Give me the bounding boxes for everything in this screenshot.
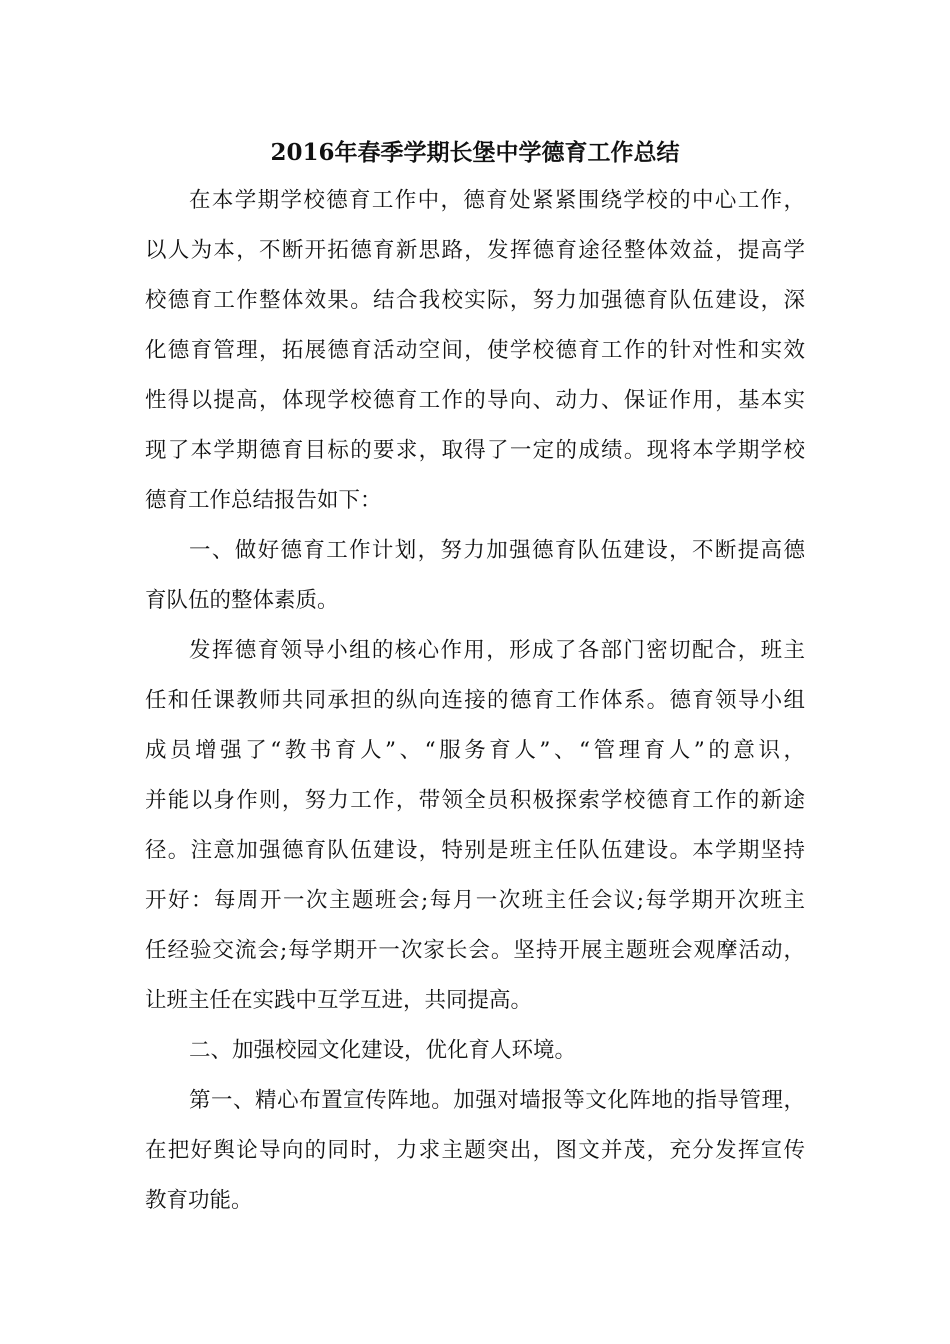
text-line: 现了本学期德育目标的要求，取得了一定的成绩。现将本学期学校 <box>145 438 805 463</box>
text-line: 第一、精心布置宣传阵地。加强对墙报等文化阵地的指导管理， <box>189 1088 805 1113</box>
text-line: 任和任课教师共同承担的纵向连接的德育工作体系。德育领导小组 <box>145 688 805 713</box>
text-line: 以人为本，不断开拓德育新思路，发挥德育途径整体效益，提高学 <box>145 238 805 263</box>
text-line: 校德育工作整体效果。结合我校实际，努力加强德育队伍建设，深 <box>145 288 805 313</box>
text-line: 在本学期学校德育工作中，德育处紧紧围绕学校的中心工作， <box>189 188 805 213</box>
text-line: 化德育管理，拓展德育活动空间，使学校德育工作的针对性和实效 <box>145 338 805 363</box>
text-line: 径。注意加强德育队伍建设，特别是班主任队伍建设。本学期坚持 <box>145 838 805 863</box>
section-heading-line: 一、做好德育工作计划，努力加强德育队伍建设，不断提高德 <box>189 538 805 563</box>
text-line: 教育功能。 <box>145 1188 253 1213</box>
text-line: 并能以身作则，努力工作，带领全员积极探索学校德育工作的新途 <box>145 788 805 813</box>
section-heading-line: 二、加强校园文化建设，优化育人环境。 <box>189 1038 577 1063</box>
text-line: 任经验交流会;每学期开一次家长会。坚持开展主题班会观摩活动， <box>145 938 805 963</box>
text-line: 德育工作总结报告如下： <box>145 488 382 513</box>
text-line: 成员增强了“教书育人”、“服务育人”、“管理育人”的意识， <box>145 738 805 763</box>
text-line: 发挥德育领导小组的核心作用，形成了各部门密切配合，班主 <box>189 638 805 663</box>
text-line: 开好：每周开一次主题班会;每月一次班主任会议;每学期开次班主 <box>145 888 805 913</box>
text-line: 性得以提高，体现学校德育工作的导向、动力、保证作用，基本实 <box>145 388 805 413</box>
text-line: 在把好舆论导向的同时，力求主题突出，图文并茂，充分发挥宣传 <box>145 1138 805 1163</box>
text-line: 让班主任在实践中互学互进，共同提高。 <box>145 988 533 1013</box>
section-heading-line: 育队伍的整体素质。 <box>145 588 339 613</box>
document-title: 2016年春季学期长堡中学德育工作总结 <box>270 139 680 166</box>
